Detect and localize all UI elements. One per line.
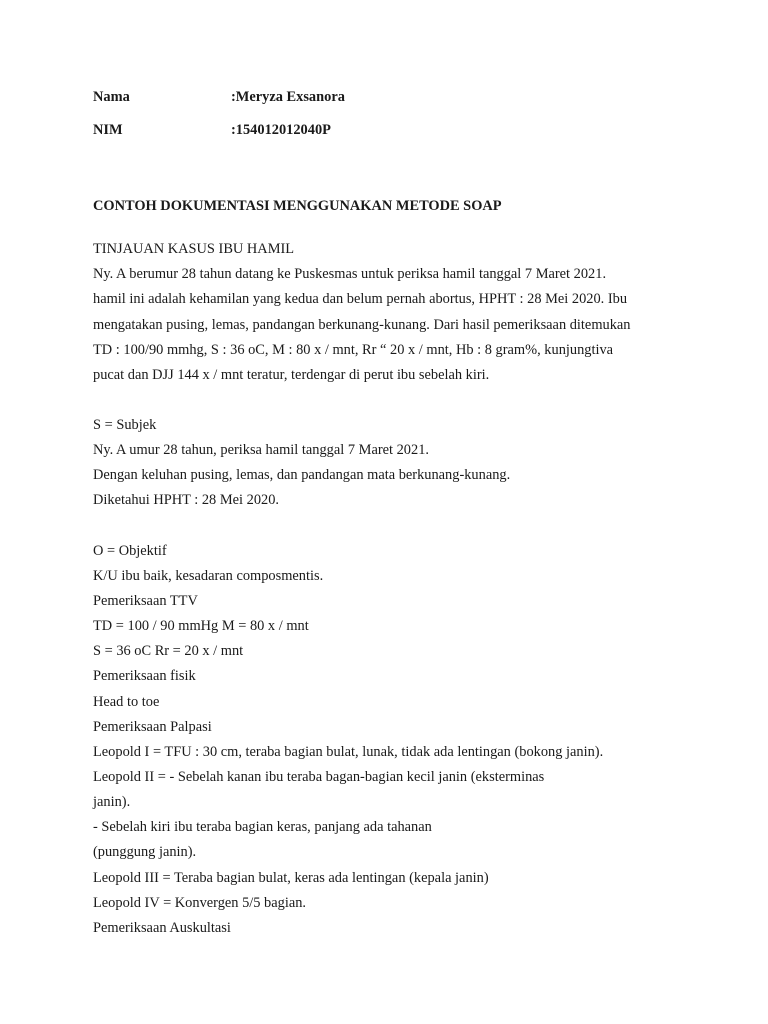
case-line: Ny. A berumur 28 tahun datang ke Puskesmas untuk periksa hamil tanggal 7 Maret 2021. [93,266,607,282]
objektif-line: - Sebelah kiri ibu teraba bagian keras, panjang ada tahanan [93,819,432,835]
objektif-line: S = 36 oC Rr = 20 x / mnt [93,643,244,659]
case-line: hamil ini adalah kehamilan yang kedua dan belum pernah abortus, HPHT : 28 Mei 2020. Ibu [93,291,628,307]
objektif-line: (punggung janin). [93,844,197,860]
objektif-line: K/U ibu baik, kesadaran composmentis. [93,568,324,584]
document-title: CONTOH DOKUMENTASI MENGGUNAKAN METODE SOAP [93,198,502,214]
objektif-line: Leopold III = Teraba bagian bulat, keras ada lentingan (kepala janin) [93,870,489,886]
objektif-line: Pemeriksaan Palpasi [93,719,212,735]
objektif-heading: O = Objektif [93,543,167,559]
objektif-line: Leopold II = - Sebelah kanan ibu teraba bagan-bagian kecil janin (eksterminas [93,769,545,785]
name-label: Nama [93,89,130,105]
objektif-line: Pemeriksaan fisik [93,668,196,684]
subjek-line: Diketahui HPHT : 28 Mei 2020. [93,492,280,508]
case-line: pucat dan DJJ 144 x / mnt teratur, terdengar di perut ibu sebelah kiri. [93,367,490,383]
case-line: mengatakan pusing, lemas, pandangan berkunang-kunang. Dari hasil pemeriksaan ditemukan [93,317,631,333]
objektif-line: Pemeriksaan Auskultasi [93,920,231,936]
objektif-line: janin). [93,794,131,810]
objektif-line: TD = 100 / 90 mmHg M = 80 x / mnt [93,618,309,634]
case-heading: TINJAUAN KASUS IBU HAMIL [93,241,295,257]
nim-value: :154012012040P [231,122,331,138]
objektif-line: Leopold I = TFU : 30 cm, teraba bagian bulat, lunak, tidak ada lentingan (bokong janin). [93,744,604,760]
subjek-heading: S = Subjek [93,417,157,433]
objektif-line: Pemeriksaan TTV [93,593,198,609]
objektif-line: Leopold IV = Konvergen 5/5 bagian. [93,895,307,911]
case-line: TD : 100/90 mmhg, S : 36 oC, M : 80 x / mnt, Rr “ 20 x / mnt, Hb : 8 gram%, kunjungtiva [93,342,614,358]
subjek-line: Ny. A umur 28 tahun, periksa hamil tanggal 7 Maret 2021. [93,442,429,458]
nim-label: NIM [93,122,123,138]
name-value: :Meryza Exsanora [231,89,345,105]
objektif-line: Head to toe [93,694,160,710]
subjek-line: Dengan keluhan pusing, lemas, dan pandangan mata berkunang-kunang. [93,467,511,483]
